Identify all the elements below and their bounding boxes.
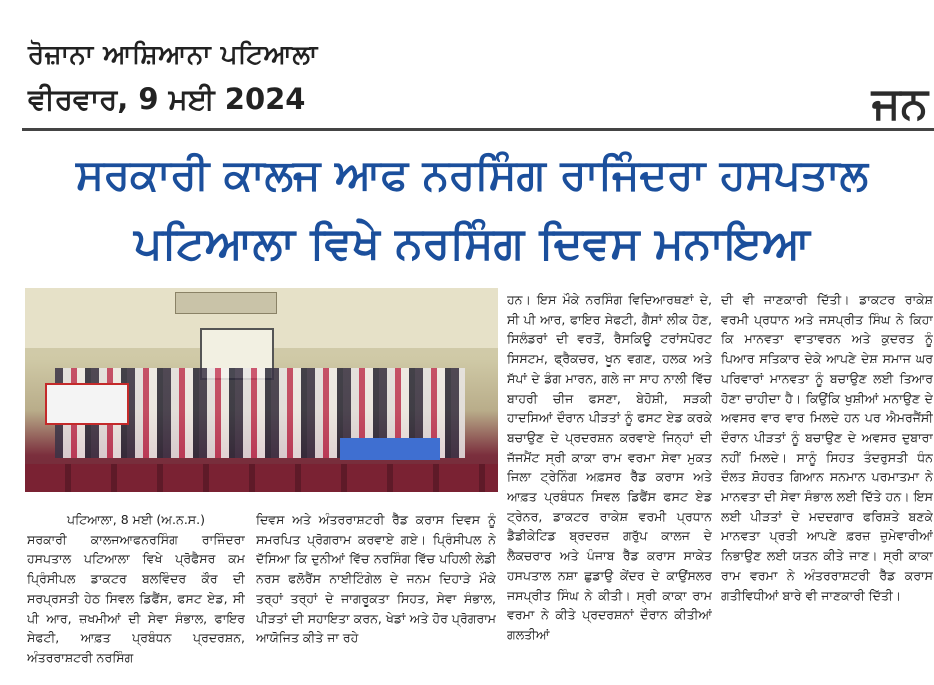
article-column-1 bbox=[27, 510, 245, 682]
article-column-3: ਹਨ। ਇਸ ਮੌਕੇ ਨਰਸਿੰਗ ਵਿਦਿਆਰਥਣਾਂ ਦੇ, ਸੀ ਪੀ ਆਰ, ਫਾਇਰ ਸੇਫਟੀ, ਗੈਸਾਂ ਲੀਕ ਹੋਣ, ਸਿਲੰਡਰਾਂ ਦੀ ਵਰਤੋਂ, ਰੈਸਕਿਊ ਟਰਾਂਸਪੋਰਟ ਸਿਸਟਮ, ਫ੍ਰੈਕਚਰ, ਖੂਨ ਵਗਣ, ਹਲਕ ਅਤੇ ਸੱਪਾਂ ਦੇ ਡੰਗ ਮਾਰਨ, ਗਲੇ ਜਾ ਸਾਹ ਨਾਲੀ ਵਿੱਚ ਬਾਹਰੀ ਚੀਜ ਫਸਣਾ, ਬੇਹੋਸ਼ੀ, ਸੜਕੀ ਹਾਦਸਿਆਂ ਦੌਰਾਨ ਪੀੜਤਾਂ ਨੂੰ ਫਸਟ ਏਡ ਕਰਕੇ ਬਚਾਉਣ ਦੇ ਪ੍ਰਦਰਸ਼ਨ ਕਰਵਾਏ ਜਿਨ੍ਹਾਂ ਦੀ ਜੱਜਮੈਂਟ ਸ੍ਰੀ ਕਾਕਾ ਰਾਮ ਵਰਮਾ ਸੇਵਾ ਮੁਕਤ ਜਿਲਾ ਟ੍ਰੇਨਿੰਗ ਅਫ਼ਸਰ ਰੈੱਡ ਕਰਾਸ ਅਤੇ ਆਫ਼ਤ ਪ੍ਰਬੰਧਨ ਸਿਵਲ ਡਿਫੈਂਸ ਫਸਟ ਏਡ ਟ੍ਰੇਨਰ, ਡਾਕਟਰ ਰਾਕੇਸ਼ ਵਰਮੀ ਪ੍ਰਧਾਨ ਡੈਡੀਕੇਟਿਡ ਬ੍ਰਦਰਜ਼ ਗਰੁੱਪ ਕਾਲਜ ਦੇ ਲੈਕਚਰਾਰ ਅਤੇ ਪੰਜਾਬ ਰੈੱਡ ਕਰਾਸ ਸਾਕੇਤ ਹਸਪਤਾਲ ਨਸ਼ਾ ਛੁਡਾਉ ਕੇਂਦਰ ਦੇ ਕਾਉਂਸਲਰ ਜਸਪ੍ਰੀਤ ਸਿੰਘ ਨੇ ਕੀਤੀ। ਸ੍ਰੀ ਕਾਕਾ ਰਾਮ ਵਰਮਾ ਨੇ ਕੀਤੇ ਪ੍ਰਦਰਸ਼ਨਾਂ ਦੌਰਾਨ ਕੀਤੀਆਂ ਗਲਤੀਆਂ bbox=[507, 292, 712, 642]
header-divider bbox=[22, 128, 934, 131]
event-group-photo bbox=[25, 288, 498, 492]
newspaper-masthead: ਰੋਜ਼ਾਨਾ ਆਸ਼ਿਆਨਾ ਪਟਿਆਲਾ bbox=[28, 40, 318, 70]
photo-college-banner bbox=[175, 292, 277, 314]
article-column-4: ਦੀ ਵੀ ਜਾਣਕਾਰੀ ਦਿੱਤੀ। ਡਾਕਟਰ ਰਾਕੇਸ਼ ਵਰਮੀ ਪ੍ਰਧਾਨ ਅਤੇ ਜਸਪ੍ਰੀਤ ਸਿੰਘ ਨੇ ਕਿਹਾ ਕਿ ਮਾਨਵਤਾ ਵਾਤਾਵਰਨ ਅਤੇ ਕੁਦਰਤ ਨੂੰ ਪਿਆਰ ਸਤਿਕਾਰ ਦੇਕੇ ਆਪਣੇ ਦੇਸ਼ ਸਮਾਜ ਘਰ ਪਰਿਵਾਰਾਂ ਮਾਨਵਤਾ ਨੂੰ ਬਚਾਉਣ ਲਈ ਤਿਆਰ ਹੋਣਾ ਚਾਹੀਦਾ ਹੈ। ਕਿਉਂਕਿ ਖੁਸ਼ੀਆਂ ਮਨਾਉਣ ਦੇ ਅਵਸਰ ਵਾਰ ਵਾਰ ਮਿਲਦੇ ਹਨ ਪਰ ਐਮਰਜੈਂਸੀ ਦੌਰਾਨ ਪੀੜਤਾਂ ਨੂੰ ਬਚਾਉਣ ਦੇ ਅਵਸਰ ਦੁਬਾਰਾ ਨਹੀਂ ਮਿਲਦੇ। ਸਾਨੂੰ ਸਿਹਤ ਤੰਦਰੁਸਤੀ ਧੰਨ ਦੌਲਤ ਸ਼ੋਹਰਤ ਗਿਆਨ ਸਨਮਾਨ ਪਰਮਾਤਮਾ ਨੇ ਮਾਨਵਤਾ ਦੀ ਸੇਵਾ ਸੰਭਾਲ ਲਈ ਦਿੱਤੇ ਹਨ। ਇਸ ਲਈ ਪੀੜਤਾਂ ਦੇ ਮਦਦਗਾਰ ਫਰਿਸ਼ਤੇ ਬਣਕੇ ਮਾਨਵਤਾ ਪ੍ਰਤੀ ਆਪਣੇ ਫ਼ਰਜ਼ ਜ਼ੁਮੇਵਾਰੀਆਂ ਨਿਭਾਉਣ ਲਈ ਯਤਨ ਕੀਤੇ ਜਾਣ। ਸ੍ਰੀ ਕਾਕਾ ਰਾਮ ਵਰਮਾ ਨੇ ਅੰਤਰਰਾਸ਼ਟਰੀ ਰੈੱਡ ਕਰਾਸ ਗਤੀਵਿਧੀਆਂ ਬਾਰੇ ਵੀ ਜਾਣਕਾਰੀ ਦਿੱਤੀ। bbox=[721, 292, 933, 603]
headline-line-2: ਪਟਿਆਲਾ ਵਿਖੇ ਨਰਸਿੰਗ ਦਿਵਸ ਮਨਾਇਆ bbox=[134, 218, 810, 269]
issue-date: ਵੀਰਵਾਰ, 9 ਮਈ 2024 bbox=[28, 82, 306, 116]
photo-blue-banner bbox=[340, 438, 440, 460]
photo-red-cross-banner bbox=[45, 383, 129, 425]
adjacent-headline-fragment: ਜਨ bbox=[871, 78, 928, 129]
headline-line-1: ਸਰਕਾਰੀ ਕਾਲਜ ਆਫ ਨਰਸਿੰਗ ਰਾਜਿੰਦਰਾ ਹਸਪਤਾਲ bbox=[75, 150, 869, 199]
photo-chairs bbox=[25, 464, 498, 492]
article-column-1-text: ਸਰਕਾਰੀ ਕਾਲਜਆਫਨਰਸਿੰਗ ਰਾਜਿੰਦਰਾ ਹਸਪਤਾਲ ਪਟਿਆਲਾ ਵਿਖੇ ਪ੍ਰੋਫੈਸਰ ਕਮ ਪ੍ਰਿੰਸੀਪਲ ਡਾਕਟਰ ਬਲਵਿੰਦਰ ਕੌਰ ਦੀ ਸਰਪ੍ਰਸਤੀ ਹੇਠ ਸਿਵਲ ਡਿਫੈਂਸ, ਫਸਟ ਏਡ, ਸੀ ਪੀ ਆਰ, ਜ਼ਖਮੀਆਂ ਦੀ ਸੇਵਾ ਸੰਭਾਲ, ਫਾਇਰ ਸੇਫਟੀ, ਆਫ਼ਤ ਪ੍ਰਬੰਧਨ ਪ੍ਰਦਰਸ਼ਨ, ਅੰਤਰਰਾਸ਼ਟਰੀ ਨਰਸਿੰਗ bbox=[27, 531, 245, 665]
article-dateline: ਪਟਿਆਲਾ, 8 ਮਈ (ਅ.ਨ.ਸ.) bbox=[67, 512, 205, 527]
article-column-2: ਦਿਵਸ ਅਤੇ ਅੰਤਰਰਾਸ਼ਟਰੀ ਰੈੱਡ ਕਰਾਸ ਦਿਵਸ ਨੂੰ ਸਮਰਪਿਤ ਪ੍ਰੋਗਰਾਮ ਕਰਵਾਏ ਗਏ। ਪ੍ਰਿੰਸੀਪਲ ਨੇ ਦੱਸਿਆ ਕਿ ਦੁਨੀਆਂ ਵਿੱਚ ਨਰਸਿੰਗ ਵਿੱਚ ਪਹਿਲੀ ਲੇਡੀ ਨਰਸ ਫਲੋਰੈਂਸ ਨਾਈਟਿੰਗੇਲ ਦੇ ਜਨਮ ਦਿਹਾੜੇ ਮੌਕੇ ਤਰ੍ਹਾਂ ਤਰ੍ਹਾਂ ਦੇ ਜਾਗਰੂਕਤਾ ਸਿਹਤ, ਸੇਵਾ ਸੰਭਾਲ, ਪੀੜਤਾਂ ਦੀ ਸਹਾਇਤਾ ਕਰਨ, ਖੇਡਾਂ ਅਤੇ ਹੋਰ ਪ੍ਰੋਗਰਾਮ ਆਯੋਜਿਤ ਕੀਤੇ ਜਾ ਰਹੇ bbox=[256, 512, 496, 646]
